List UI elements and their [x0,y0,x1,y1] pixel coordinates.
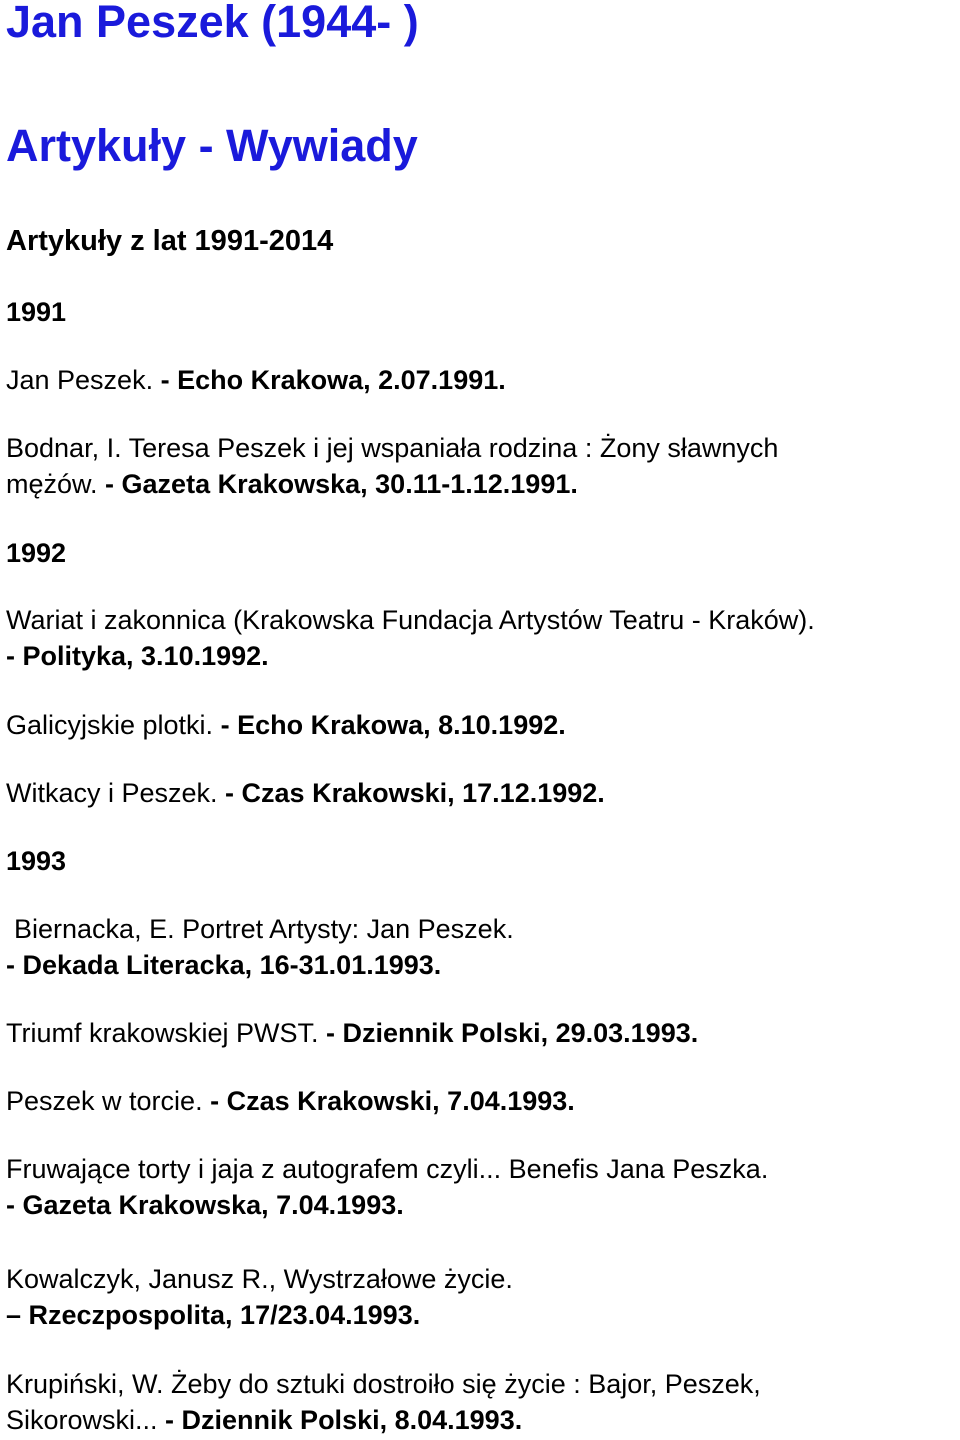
list-item [6,1083,956,1119]
entry-title: Krupiński, W. Żeby do sztuki dostroiło się życie : Bajor, Peszek, [6,1369,761,1399]
list-item [6,1366,956,1438]
list-item [6,1151,956,1223]
entry-source: - Gazeta Krakowska, 7.04.1993. [6,1190,404,1220]
list-item [6,602,956,674]
page-title: Jan Peszek (1944- ) [6,0,419,47]
entry-source: - Echo Krakowa, 8.10.1992. [220,710,566,740]
entry-title: Kowalczyk, Janusz R., Wystrzałowe życie. [6,1264,513,1294]
entry-source: - Polityka, 3.10.1992. [6,641,269,671]
list-item [6,707,956,743]
entry-title: Triumf krakowskiej PWST. [6,1018,327,1048]
list-item [6,911,956,983]
entry-source: - Dziennik Polski, 29.03.1993. [326,1018,699,1048]
entry-source: - Dziennik Polski, 8.04.1993. [165,1405,523,1435]
entry-source: - Czas Krakowski, 17.12.1992. [225,778,605,808]
entry-title: Biernacka, E. Portret Artysty: Jan Peszek. [14,914,514,944]
entry-title: Wariat i zakonnica (Krakowska Fundacja Artystów Teatru - Kraków). [6,605,815,635]
entry-title: Bodnar, I. Teresa Peszek i jej wspaniała rodzina : Żony sławnych [6,433,779,463]
entry-title: Fruwające torty i jaja z autografem czyli... Benefis Jana Peszka. [6,1154,769,1184]
entry-title: Peszek w torcie. [6,1086,211,1116]
list-item [6,430,956,502]
entry-source: – Rzeczpospolita, 17/23.04.1993. [6,1300,421,1330]
entry-source: - Dekada Literacka, 16-31.01.1993. [6,950,442,980]
year-heading-1993: 1993 [6,846,67,876]
entry-source: - Gazeta Krakowska, 30.11-1.12.1991. [105,469,578,499]
list-item [6,1015,956,1051]
list-item [6,775,956,811]
entry-title-continued: Sikorowski... [6,1405,166,1435]
entry-title: Jan Peszek. [6,365,161,395]
year-heading-1992: 1992 [6,538,67,568]
entry-source: - Echo Krakowa, 2.07.1991. [160,365,506,395]
entry-title-continued: mężów. [6,469,106,499]
year-heading-1991: 1991 [6,297,67,327]
entry-title: Galicyjskie plotki. [6,710,221,740]
section-heading: Artykuły z lat 1991-2014 [6,225,334,257]
entry-title: Witkacy i Peszek. [6,778,226,808]
page-subtitle: Artykuły - Wywiady [6,120,418,171]
list-item [6,1261,956,1333]
entry-source: - Czas Krakowski, 7.04.1993. [210,1086,575,1116]
list-item [6,362,956,398]
